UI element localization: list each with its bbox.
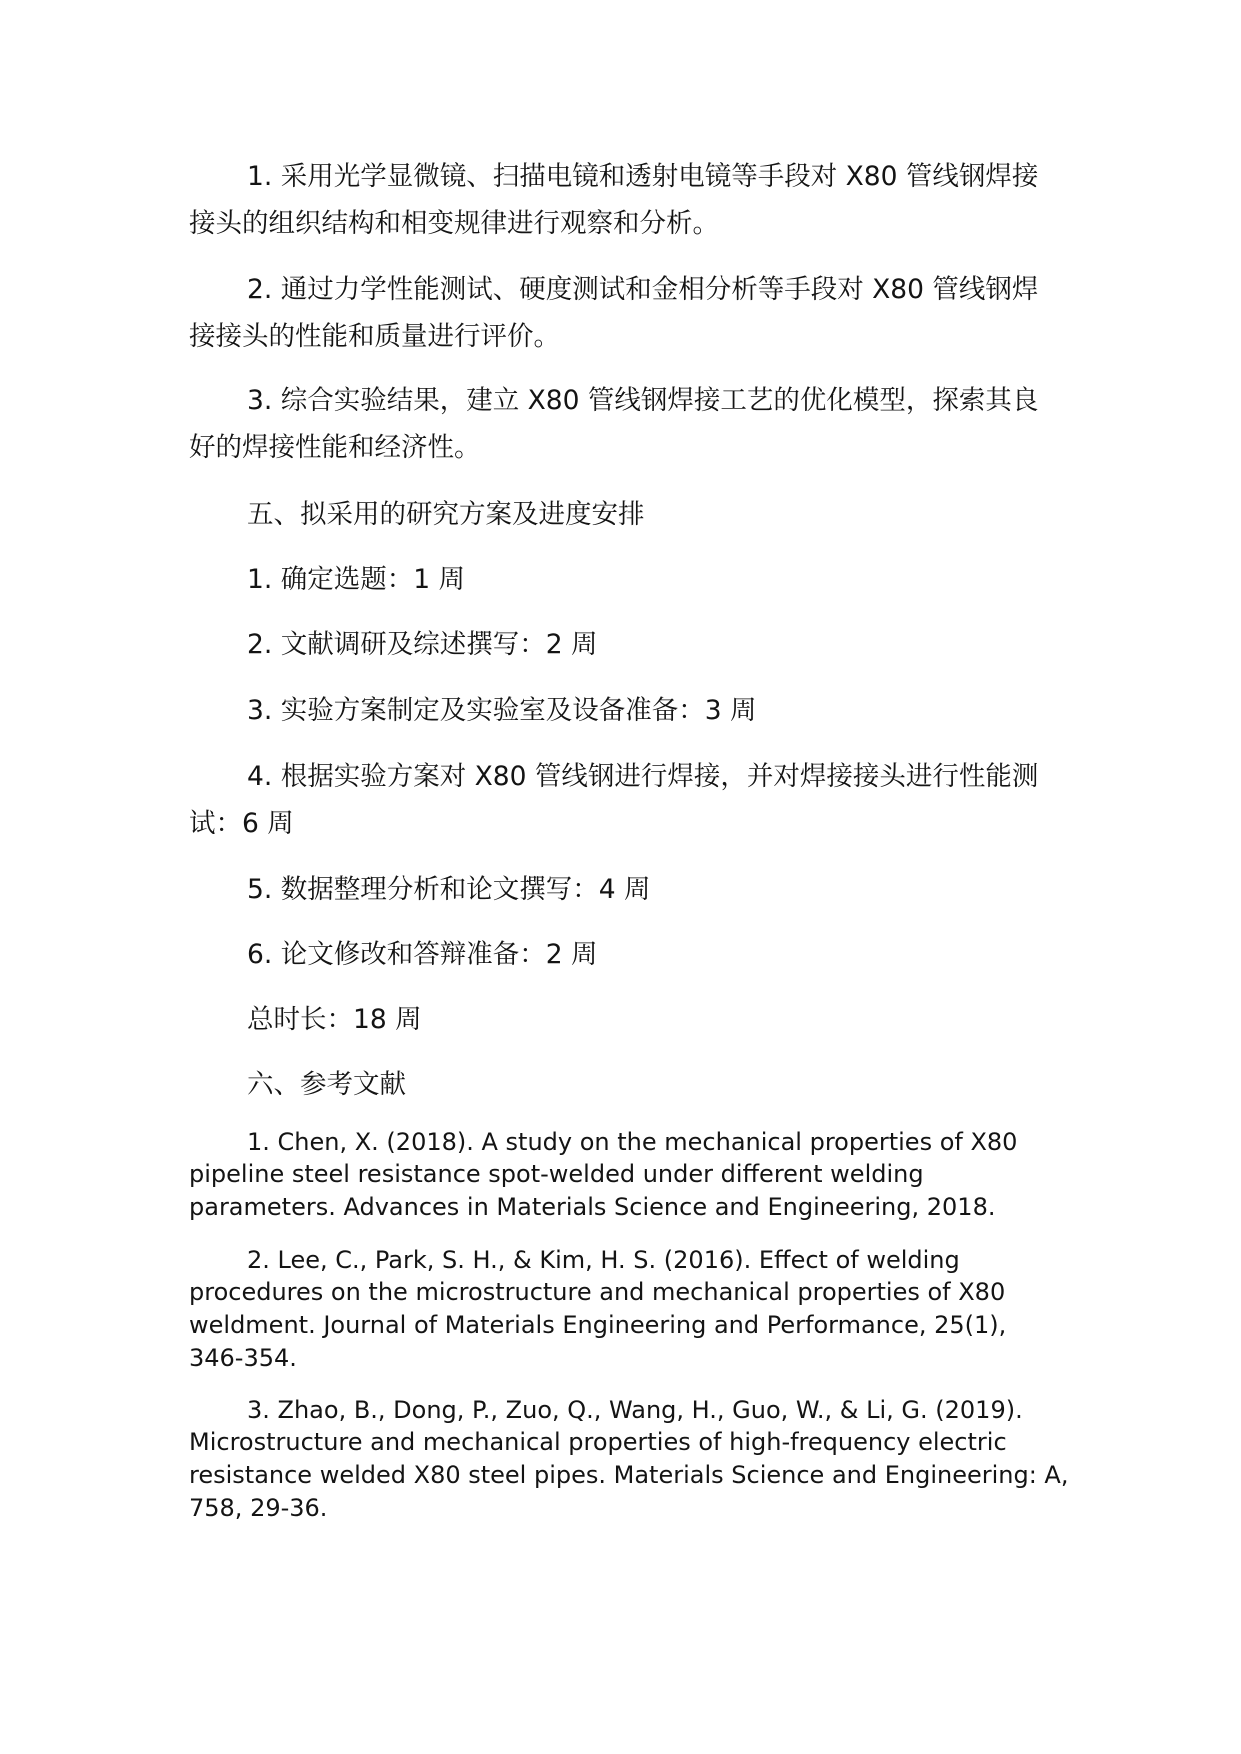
text-line: 2. 通过力学性能测试、硬度测试和金相分析等手段对 X80 管线钢焊 bbox=[247, 273, 1039, 305]
text-line: 好的焊接性能和经济性。 bbox=[189, 432, 481, 463]
text-line: 2. Lee, C., Park, S. H., & Kim, H. S. (2016). Effect of welding bbox=[247, 1245, 960, 1274]
text-line: 3. 实验方案制定及实验室及设备准备：3 周 bbox=[247, 694, 757, 726]
text-line: 6. 论文修改和答辩准备：2 周 bbox=[247, 938, 598, 970]
text-line: 1. 采用光学显微镜、扫描电镜和透射电镜等手段对 X80 管线钢焊接 bbox=[247, 161, 1039, 192]
research-goal-item bbox=[189, 266, 1089, 360]
text-line: 1. 确定选题：1 周 bbox=[247, 563, 465, 595]
text-line: 接接头的性能和质量进行评价。 bbox=[189, 320, 560, 352]
text-line: 758, 29-36. bbox=[189, 1493, 328, 1522]
text-line: 接头的组织结构和相变规律进行观察和分析。 bbox=[189, 208, 719, 239]
reference-item bbox=[189, 1244, 1089, 1375]
schedule-item bbox=[189, 753, 1089, 847]
section-heading bbox=[189, 1061, 1089, 1108]
section-heading bbox=[189, 491, 1089, 538]
text-line: 总时长：18 周 bbox=[247, 1003, 422, 1035]
text-line: procedures on the microstructure and mechanical properties of X80 bbox=[189, 1278, 1006, 1307]
research-goal-item bbox=[189, 153, 1089, 247]
text-line: parameters. Advances in Materials Science and Engineering, 2018. bbox=[189, 1193, 996, 1221]
text-line: 346-354. bbox=[189, 1343, 297, 1372]
text-line: 试：6 周 bbox=[189, 807, 294, 839]
text-line: 5. 数据整理分析和论文撰写：4 周 bbox=[247, 873, 651, 905]
text-line: 3. 综合实验结果，建立 X80 管线钢焊接工艺的优化模型，探索其良 bbox=[247, 385, 1039, 416]
text-line: 1. Chen, X. (2018). A study on the mechanical properties of X80 bbox=[247, 1127, 1018, 1156]
text-line: 4. 根据实验方案对 X80 管线钢进行焊接，并对焊接接头进行性能测 bbox=[247, 760, 1039, 792]
text-line: Microstructure and mechanical properties of high-frequency electric bbox=[189, 1428, 1007, 1457]
reference-item bbox=[189, 1394, 1089, 1525]
schedule-total bbox=[189, 996, 1089, 1043]
text-line: resistance welded X80 steel pipes. Materials Science and Engineering: A, bbox=[189, 1461, 1069, 1489]
reference-item bbox=[189, 1126, 1089, 1224]
research-goal-item bbox=[189, 377, 1089, 471]
section-heading-text: 六、参考文献 bbox=[247, 1069, 406, 1100]
schedule-item bbox=[189, 556, 1089, 603]
schedule-item bbox=[189, 621, 1089, 668]
text-line: 3. Zhao, B., Dong, P., Zuo, Q., Wang, H., Guo, W., & Li, G. (2019). bbox=[247, 1395, 1023, 1424]
schedule-item bbox=[189, 687, 1089, 734]
section-heading-text: 五、拟采用的研究方案及进度安排 bbox=[247, 498, 645, 530]
text-line: pipeline steel resistance spot-welded under different welding bbox=[189, 1160, 924, 1189]
schedule-item bbox=[189, 931, 1089, 978]
text-line: 2. 文献调研及综述撰写：2 周 bbox=[247, 629, 598, 660]
schedule-item bbox=[189, 866, 1089, 913]
text-line: weldment. Journal of Materials Engineering and Performance, 25(1), bbox=[189, 1311, 1007, 1339]
